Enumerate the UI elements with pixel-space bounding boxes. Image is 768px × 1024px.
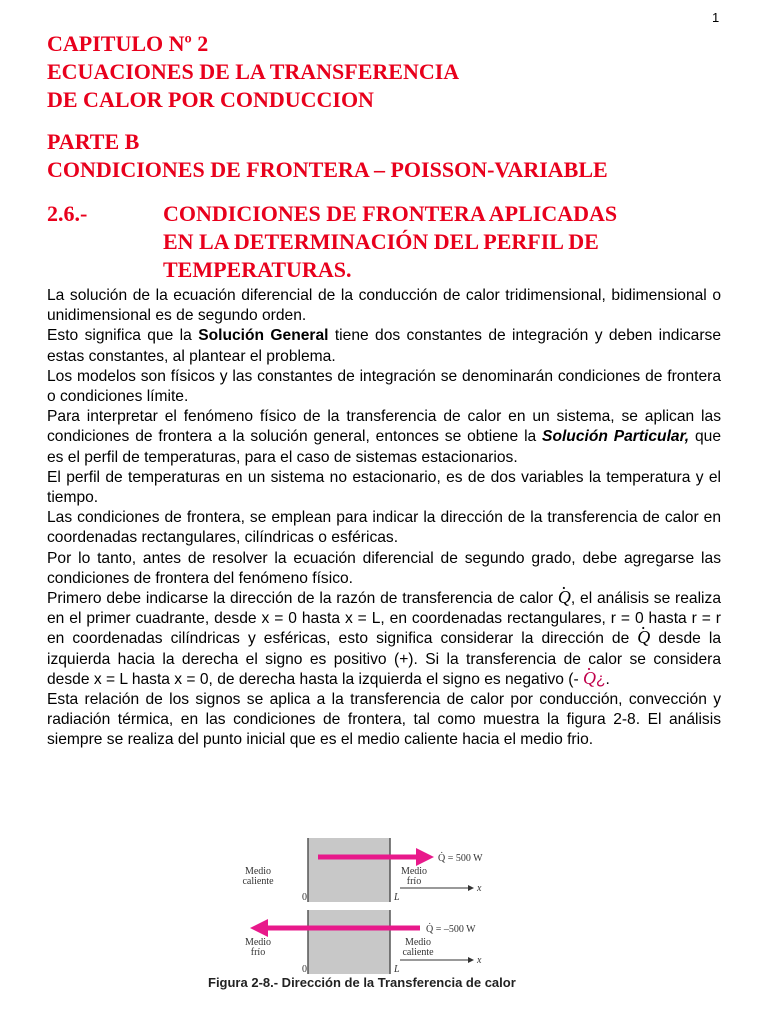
length-bottom: L [394, 964, 400, 975]
q-label-bottom: Q̇ = –500 W [426, 924, 476, 935]
figure-caption: Figura 2-8.- Dirección de la Transferencia de calor [208, 975, 516, 990]
paragraph-3: Los modelos son físicos y las constantes de integración se denominarán condiciones de frontera o condiciones límite. [47, 367, 721, 406]
paragraph-6: Las condiciones de frontera, se emplean para indicar la dirección de la transferencia de calor en coordenadas rectangulares, cilíndricas o esféricas. [47, 509, 721, 547]
paragraph-8 [47, 589, 721, 690]
left-medium-top-2: caliente [242, 876, 274, 887]
paragraph-8-text-a: Primero debe indicarse la dirección de la razón de transferencia de calor [47, 590, 558, 608]
x-axis-bottom-head [468, 957, 474, 963]
chapter-line-2: ECUACIONES DE LA TRANSFERENCIA [47, 59, 460, 84]
section-title-line-2: EN LA DETERMINACIÓN DEL PERFIL DE [163, 229, 599, 254]
right-medium-bottom: Medio [404, 937, 432, 948]
paragraph-2-text-c: tiene dos constantes de integración y deben indicarse estas constantes, al plantear el problema. [47, 327, 722, 365]
paragraph-2-text-a: Esto significa que la [47, 327, 199, 345]
paragraph-9: Esta relación de los signos se aplica a la transferencia de calor por conducción, convección y radiación térmica, en las condiciones de frontera, tal como muestra la figura 2-8. El análisis siempre se realiza del punto inicial que es el medio caliente hacia el medio frio. [47, 691, 721, 749]
paragraph-8-text-e: . [605, 670, 610, 688]
origin-top: 0 [302, 892, 307, 903]
right-medium-top: Medio [400, 866, 428, 877]
paragraph-4 [47, 407, 721, 468]
part-line-2: CONDICIONES DE FRONTERA – POISSON-VARIABLE [47, 157, 608, 182]
wall-bottom [308, 910, 390, 974]
section-title [163, 200, 723, 284]
heat-arrow-left-head [250, 919, 268, 937]
section-title-line-1: CONDICIONES DE FRONTERA APLICADAS [163, 201, 618, 226]
wall-top [308, 838, 390, 902]
q-dot-symbol: · Q [583, 671, 596, 685]
left-medium-top: Medio [244, 866, 272, 877]
x-axis-top-head [468, 885, 474, 891]
q-label-top: Q̇ = 500 W [438, 853, 483, 864]
section-number: 2.6.- [47, 201, 88, 226]
page-number: 1 [712, 10, 720, 25]
section-title-line-3: TEMPERATURAS. [163, 257, 352, 282]
chapter-line-1: CAPITULO Nº 2 [47, 31, 209, 56]
paragraph-5: El perfil de temperaturas en un sistema no estacionario, es de dos variables la temperatura y el tiempo. [47, 468, 721, 507]
inverted-question-mark: ¿ [596, 670, 606, 688]
length-top: L [394, 892, 400, 903]
part-line-1: PARTE B [47, 129, 140, 154]
heat-arrow-right-head [416, 848, 434, 866]
x-axis-top-label: x [477, 883, 482, 894]
left-medium-bottom-2: frío [250, 947, 266, 958]
paragraph-8-text-b: , el análisis se realiza en el primer cuadrante, desde x = 0 hasta x = L, en coordenadas rectangulares, r = 0 hasta r = r en coordenadas cilíndricas y esféricas, esto significa considerar la dirección de [47, 590, 721, 648]
chapter-heading [47, 30, 459, 114]
paragraph-4-text-a: Para interpretar el fenómeno físico de la transferencia de calor en un sistema, se aplican las condiciones de frontera a la solución general, entonces se obtiene la [47, 408, 721, 446]
paragraph-4-text-c: que es el perfil de temperaturas, para el caso de sistemas estacionarios. [47, 428, 721, 466]
paragraph-8-text-c: desde la izquierda hacia la derecha el signo es positivo (+). Si la transferencia de calor se considera desde x = L hasta x = 0, de derecha hasta la izquierda el signo es negativo (- [47, 630, 721, 688]
right-medium-top-2: frío [406, 876, 422, 887]
paragraph-1: La solución de la ecuación diferencial de la conducción de calor tridimensional, bidimensional o unidimensional es de segundo orden. [47, 287, 721, 325]
solucion-general-term: Solución General [198, 327, 329, 345]
x-axis-bottom-label: x [477, 955, 482, 966]
q-dot-symbol: · Q [558, 590, 571, 604]
paragraph-7: Por lo tanto, antes de resolver la ecuación diferencial de segundo grado, debe agregarse las condiciones de frontera del fenómeno físico. [47, 549, 721, 587]
q-dot-symbol: · Q [637, 630, 650, 644]
paragraph-2 [47, 326, 721, 366]
right-medium-bottom-2: caliente [402, 947, 434, 958]
origin-bottom: 0 [302, 964, 307, 975]
body-text [47, 286, 721, 751]
solucion-particular-term: Solución Particular, [542, 428, 690, 446]
left-medium-bottom: Medio [244, 937, 272, 948]
chapter-line-3: DE CALOR POR CONDUCCION [47, 87, 374, 112]
heat-transfer-direction-figure [230, 838, 530, 978]
part-heading [47, 128, 608, 184]
